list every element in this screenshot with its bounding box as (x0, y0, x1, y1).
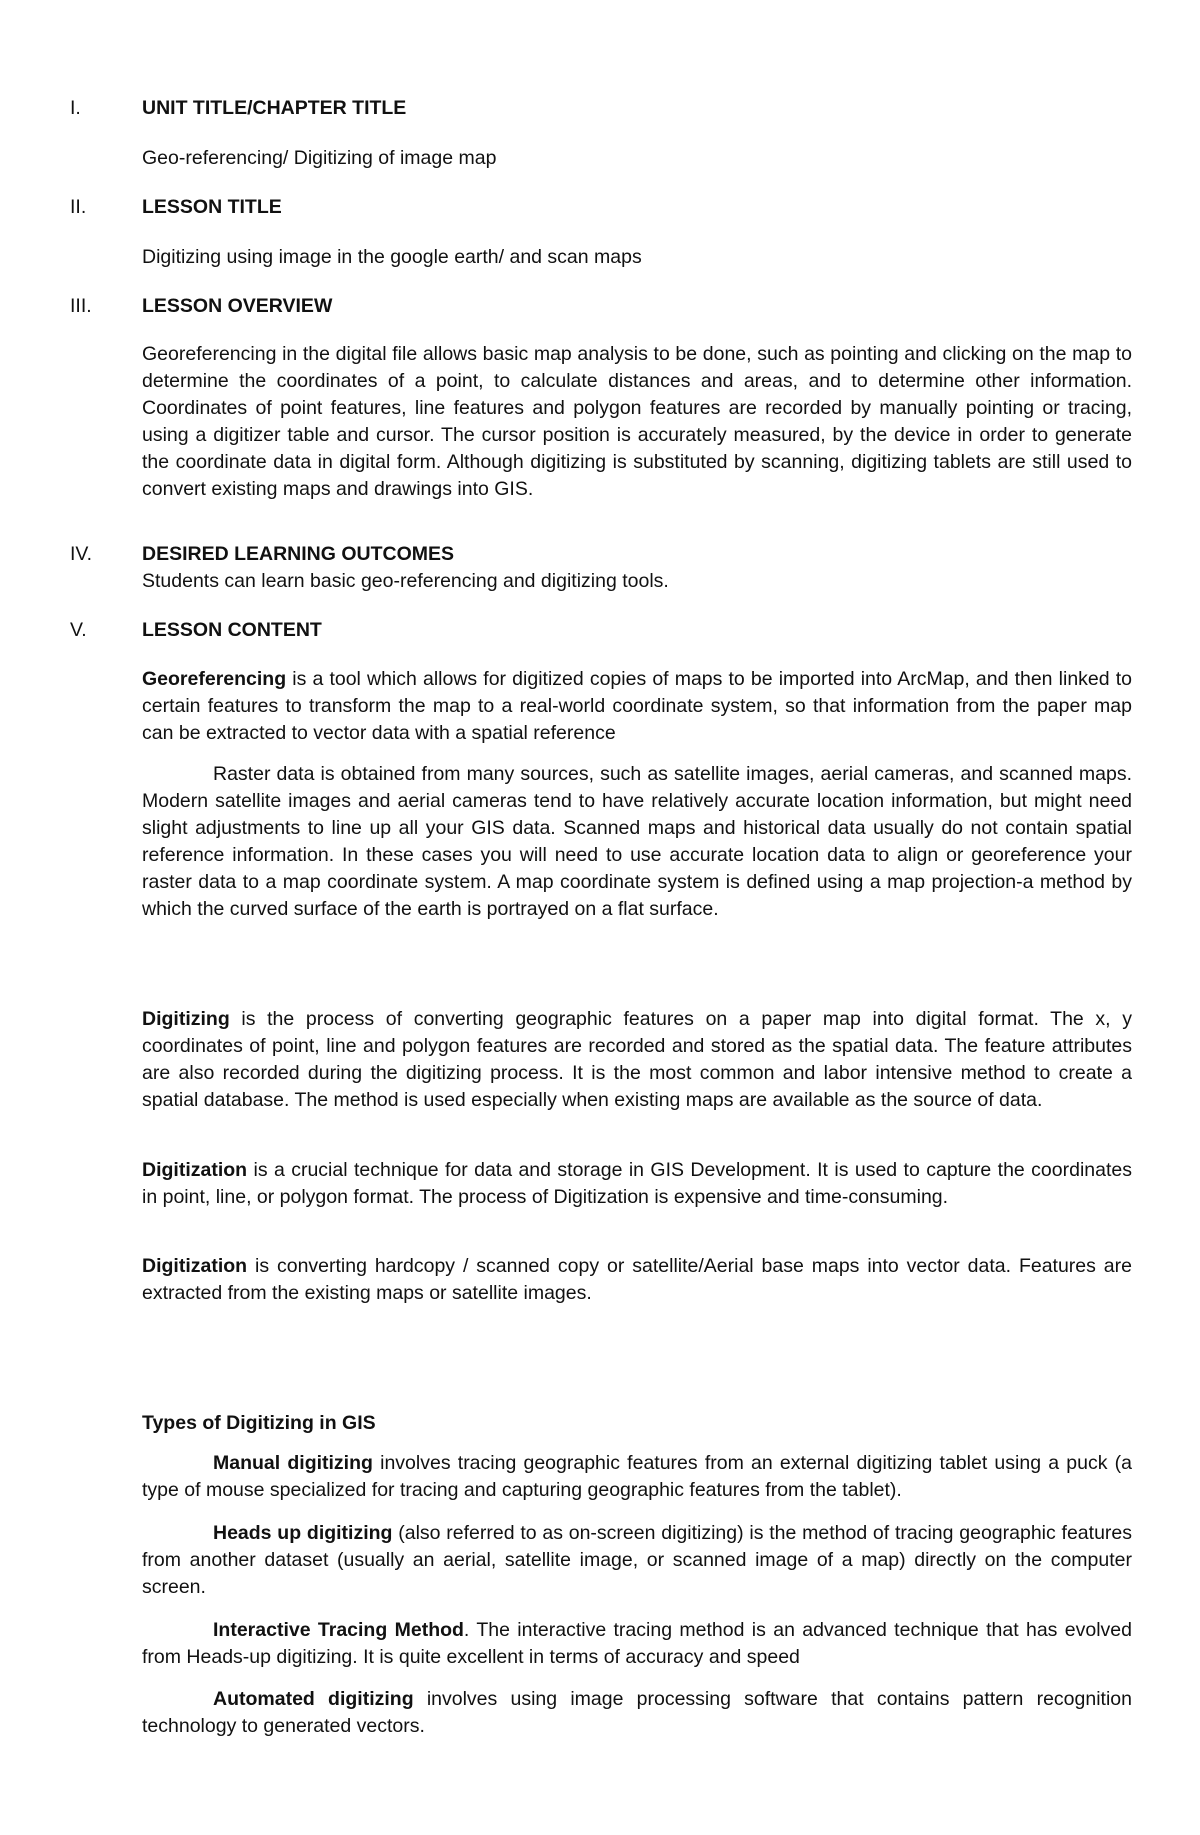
definition: is a crucial technique for data and storage in GIS Development. It is used to capture the coordinates in point, line, or polygon format. The process of Digitization is expensive and time-consuming. (142, 1159, 1132, 1208)
digitization-paragraph-1 (142, 1157, 1132, 1211)
section-heading: UNIT TITLE/CHAPTER TITLE (142, 97, 407, 119)
section-heading: DESIRED LEARNING OUTCOMES (142, 543, 455, 565)
term: Interactive Tracing Method (213, 1619, 464, 1641)
term: Heads up digitizing (213, 1522, 393, 1544)
section-body: Digitizing using image in the google earth/ and scan maps (142, 246, 642, 268)
term: Digitization (142, 1255, 248, 1277)
section-heading: LESSON CONTENT (142, 619, 322, 641)
definition: is converting hardcopy / scanned copy or satellite/Aerial base maps into vector data. Features are extracted from the existing maps or satellite images. (142, 1255, 1132, 1304)
section-numeral: II. (70, 196, 87, 218)
section-numeral: IV. (70, 543, 93, 565)
definition: . The interactive tracing method is an advanced technique that has evolved from Heads-up digitizing. It is quite excellent in terms of accuracy and speed (142, 1619, 1132, 1668)
section-body: Students can learn basic geo-referencing and digitizing tools. (142, 570, 669, 592)
term: Manual digitizing (213, 1452, 373, 1474)
definition: is the process of converting geographic features on a paper map into digital format. The x, y coordinates of point, line and polygon features are recorded and stored as the spatial data. The feature attributes are also recorded during the digitizing process. It is the most common and labor intensive method to create a spatial database. The method is used especially when existing maps are available as the source of data. (142, 1008, 1132, 1111)
definition: is a tool which allows for digitized copies of maps to be imported into ArcMap, and then linked to certain features to transform the map to a real-world coordinate system, so that information from the paper map can be extracted to vector data with a spatial reference (142, 668, 1132, 744)
type-interactive-tracing (142, 1617, 1132, 1671)
section-numeral: I. (70, 97, 81, 119)
raster-data-paragraph: Raster data is obtained from many sources, such as satellite images, aerial cameras, and scanned maps. Modern satellite images and aerial cameras tend to have relatively accurate location information, but might need slight adjustments to line up all your GIS data. Scanned maps and historical data usually do not contain spatial reference information. In these cases you will need to use accurate location data to align or georeference your raster data to a map coordinate system. A map coordinate system is defined using a map projection-a method by which the curved surface of the earth is portrayed on a flat surface. (142, 763, 1132, 920)
digitizing-paragraph (142, 1006, 1132, 1114)
georeferencing-paragraph (142, 666, 1132, 747)
section-body: Geo-referencing/ Digitizing of image map (142, 147, 497, 169)
term: Automated digitizing (213, 1688, 414, 1710)
definition: (also referred to as on-screen digitizing) is the method of tracing geographic features from another dataset (usually an aerial, satellite image, or scanned image of a map) directly on the computer screen. (142, 1522, 1133, 1598)
definition: involves tracing geographic features from an external digitizing tablet using a puck (a type of mouse specialized for tracing and capturing geographic features from the tablet). (142, 1452, 1132, 1501)
term: Georeferencing (142, 668, 287, 690)
type-manual-digitizing (142, 1450, 1132, 1504)
type-heads-up-digitizing (142, 1520, 1132, 1601)
term: Digitization (142, 1159, 248, 1181)
section-heading: LESSON OVERVIEW (142, 295, 333, 317)
type-automated-digitizing (142, 1686, 1132, 1740)
section-heading: LESSON TITLE (142, 196, 282, 218)
term: Digitizing (142, 1008, 230, 1030)
definition: involves using image processing software that contains pattern recognition technology to generated vectors. (142, 1688, 1132, 1737)
digitization-paragraph-2 (142, 1253, 1132, 1307)
types-heading: Types of Digitizing in GIS (142, 1412, 376, 1434)
section-numeral: V. (70, 619, 87, 641)
section-body: Georeferencing in the digital file allows basic map analysis to be done, such as pointing and clicking on the map to determine the coordinates of a point, to calculate distances and areas, and to determine other information. Coordinates of point features, line features and polygon features are recorded by manually pointing or tracing, using a digitizer table and cursor. The cursor position is accurately measured, by the device in order to generate the coordinate data in digital form. Although digitizing is substituted by scanning, digitizing tablets are still used to convert existing maps and drawings into GIS. (142, 343, 1132, 500)
section-numeral: III. (70, 295, 92, 317)
